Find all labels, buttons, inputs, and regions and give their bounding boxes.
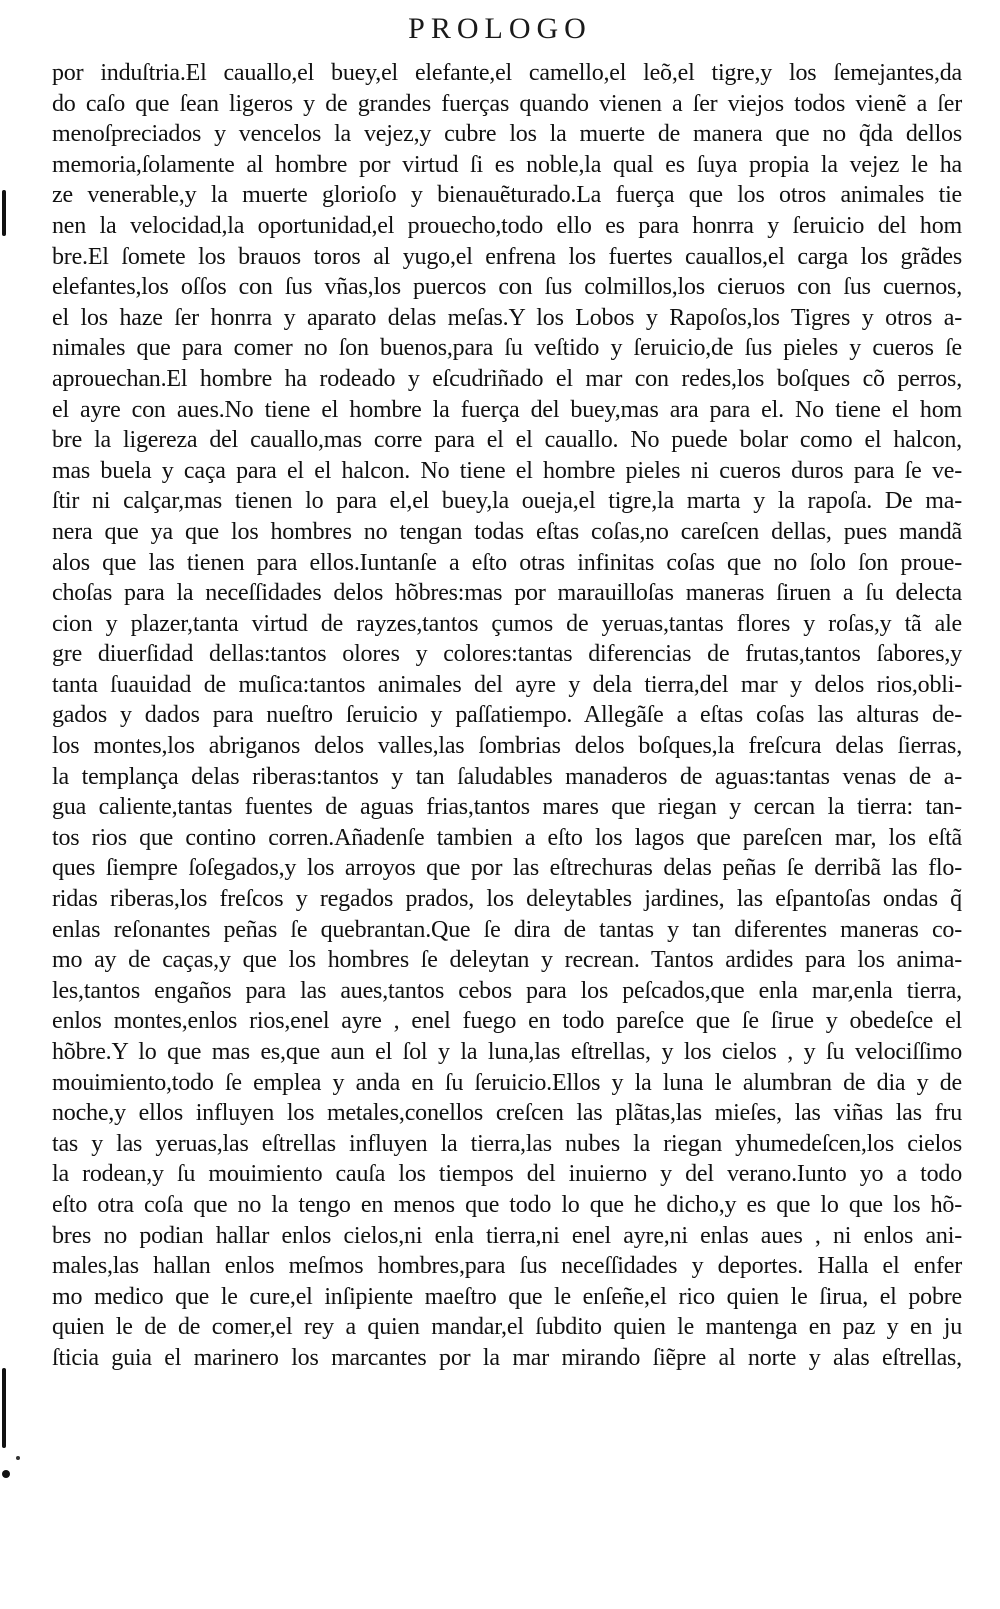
text-line: cion y plazer,tanta virtud de rayzes,tantos çumos de yeruas,tantas flores y roſas,y tã ale <box>52 610 962 637</box>
text-line: mas buela y caça para el el halcon. No tiene el hombre pieles ni cueros duros para ſe ve- <box>52 457 962 484</box>
text-line: tas y las yeruas,las eſtrellas influyen la tierra,las nubes la riegan yhumedeſcen,los cielos <box>52 1130 962 1157</box>
text-line: el los haze ſer honrra y aparato delas meſas.Y los Lobos y Rapoſos,los Tigres y otros a- <box>52 304 962 331</box>
text-line: nera que ya que los hombres no tengan todas eſtas coſas,no careſcen dellas, pues mandã <box>52 518 962 545</box>
text-line: mouimiento,todo ſe emplea y anda en ſu ſeruicio.Ellos y la luna le alumbran de dia y de <box>52 1069 962 1096</box>
margin-ink-dot <box>2 1470 10 1478</box>
text-line: enlos montes,enlos rios,enel ayre , enel fuego en todo pareſce que ſe ſirue y obedeſce el <box>52 1008 962 1035</box>
text-line: gados y dados para nueſtro ſeruicio y paſſatiempo. Allegãſe a eſtas coſas las alturas de- <box>52 702 962 729</box>
body-text <box>52 58 962 1374</box>
text-line: noche,y ellos influyen los metales,conellos creſcen las plãtas,las mieſes, las viñas las fru <box>52 1100 962 1127</box>
text-line: hõbre.Y lo que mas es,que aun el ſol y la luna,las eſtrellas, y los cielos , y ſu velociſſimo <box>52 1039 962 1065</box>
text-line: la templança delas riberas:tantos y tan ſaludables manaderos de aguas:tantas venas de a- <box>52 763 962 790</box>
text-line: menoſpreciados y vencelos la vejez,y cubre los la muerte de manera que no q̃da dellos <box>52 121 962 148</box>
text-line: ſticia guia el marinero los marcantes por la mar mirando ſiẽpre al norte y alas eſtrellas, <box>52 1344 962 1371</box>
text-line: mo ay de caças,y que los hombres ſe deleytan y recrean. Tantos ardides para los anima- <box>52 947 962 974</box>
text-line: por induſtria.El cauallo,el buey,el elefante,el camello,el leõ,el tigre,y los ſemejantes,da <box>52 60 962 86</box>
text-line: el ayre con aues.No tiene el hombre la fuerça del buey,mas ara para el. No tiene el hom <box>52 396 962 423</box>
text-line: nen la velocidad,la oportunidad,el prouecho,todo ello es para honrra y ſeruicio del hom <box>52 212 962 239</box>
text-line: les,tantos engaños para las aues,tantos cebos para los peſcados,que enla mar,enla tierra, <box>52 977 962 1004</box>
text-line: bres no podian hallar enlos cielos,ni enla tierra,ni enel ayre,ni enlas aues , ni enlos ani- <box>52 1222 962 1249</box>
text-line: eſto otra coſa que no la tengo en menos que todo lo que he dicho,y es que lo que los hõ- <box>52 1191 962 1218</box>
text-line: alos que las tienen para ellos.Iuntanſe a eſto otras infinitas coſas que no ſolo ſon proue- <box>52 549 962 576</box>
text-line: enlas reſonantes peñas ſe quebrantan.Que ſe dira de tantas y tan diferentes maneras co- <box>52 916 962 943</box>
text-line: elefantes,los oſſos con ſus vñas,los puercos con ſus colmillos,los cieruos con ſus cuernos, <box>52 274 962 301</box>
margin-ink-mark <box>2 190 6 236</box>
text-line: quien le de de comer,el rey a quien mandar,el ſubdito quien le mantenga en paz y en ju <box>52 1314 962 1341</box>
text-line: memoria,ſolamente al hombre por virtud ſi es noble,la qual es ſuya propia la vejez le ha <box>52 151 962 178</box>
text-line: males,las hallan enlos meſmos hombres,para ſus neceſſidades y deportes. Halla el enfer <box>52 1253 962 1280</box>
text-line: nimales que para comer no ſon buenos,para ſu veſtido y ſeruicio,de ſus pieles y cueros ſe <box>52 335 962 362</box>
text-line: aprouechan.El hombre ha rodeado y eſcudriñado el mar con redes,los boſques cõ perros, <box>52 365 962 392</box>
text-line: bre la ligereza del cauallo,mas corre para el el cauallo. No puede bolar como el halcon, <box>52 427 962 454</box>
text-line: ridas riberas,los freſcos y regados prados, los deleytables jardines, las eſpantoſas ondas q̃ <box>52 886 962 913</box>
text-line: ſtir ni calçar,mas tienen lo para el,el buey,la oueja,el tigre,la marta y la rapoſa. De ma- <box>52 488 962 515</box>
text-line: tanta ſuauidad de muſica:tantos animales del ayre y dela tierra,del mar y delos rios,obli- <box>52 671 962 698</box>
text-line: gua caliente,tantas fuentes de aguas frias,tantos mares que riegan y cercan la tierra: tan- <box>52 794 962 821</box>
text-line: ques ſiempre ſoſegados,y los arroyos que por las eſtrechuras delas peñas ſe derribã las flo- <box>52 855 962 882</box>
text-line: bre.El ſomete los brauos toros al yugo,el enfrena los fuertes cauallos,el carga los grãdes <box>52 243 962 270</box>
text-line: ze venerable,y la muerte glorioſo y bienauẽturado.La fuerça que los otros animales tie <box>52 182 962 209</box>
margin-ink-dot <box>16 1456 20 1460</box>
text-line: choſas para la neceſſidades delos hõbres:mas por marauilloſas maneras ſiruen a ſu delecta <box>52 580 962 607</box>
text-line: tos rios que contino corren.Añadenſe tambien a eſto los lagos que pareſcen mar, los eſtã <box>52 824 962 851</box>
text-line: do caſo que ſean ligeros y de grandes fuerças quando vienen a ſer viejos todos vienẽ a ſer <box>52 90 962 117</box>
running-head: PROLOGO <box>408 12 592 45</box>
text-line: mo medico que le cure,el inſipiente maeſtro que le enſeñe,el rico quien le ſirua, el pobre <box>52 1283 962 1310</box>
margin-ink-mark <box>2 1368 6 1448</box>
text-line: gre diuerſidad dellas:tantos olores y colores:tantas diferencias de frutas,tantos ſabores,y <box>52 641 962 668</box>
text-line: la rodean,y ſu mouimiento cauſa los tiempos del inuierno y del verano.Iunto yo a todo <box>52 1161 962 1188</box>
text-line: los montes,los abriganos delos valles,las ſombrias delos boſques,la freſcura delas ſierras, <box>52 733 962 760</box>
